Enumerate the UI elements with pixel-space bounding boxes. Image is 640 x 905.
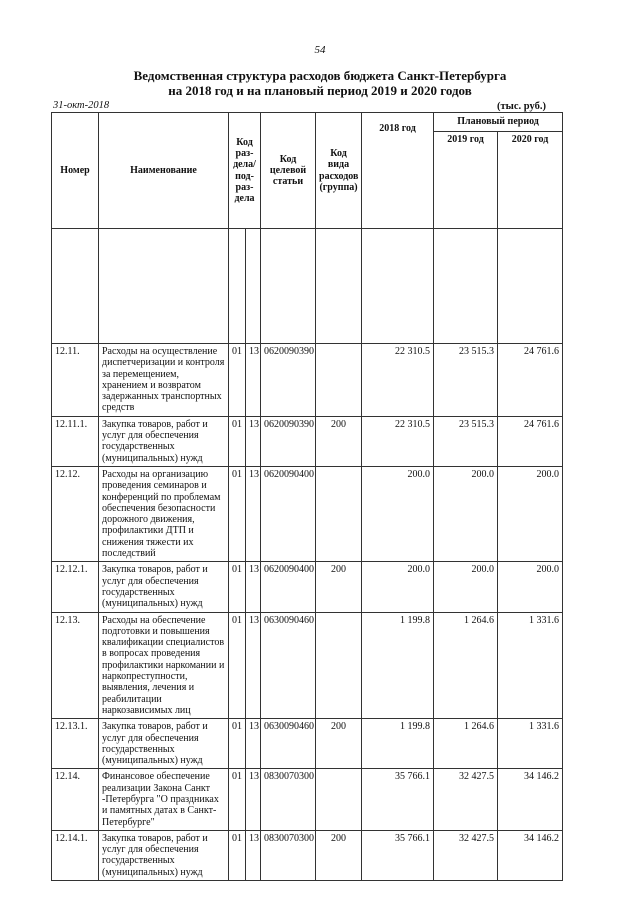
row-2019-value: 32 427.5 <box>434 830 498 880</box>
row-number: 12.11.1. <box>52 416 99 466</box>
row-target-code: 0620090390 <box>261 416 316 466</box>
table-row <box>52 562 563 612</box>
row-expense-type <box>316 466 362 561</box>
row-name: Расходы на обеспечение подготовки и повышения квалификации специалистов в вопросах проведения профилактики наркомании и наркопреступности, выявления, лечения и реабилитации наркозависимых лиц <box>99 612 229 719</box>
row-expense-type: 200 <box>316 562 362 612</box>
row-subsection: 13 <box>246 344 261 417</box>
row-subsection: 13 <box>246 830 261 880</box>
table-row <box>52 769 563 830</box>
row-name: Закупка товаров, работ и услуг для обеспечения государственных (муниципальных) нужд <box>99 830 229 880</box>
row-2020-value: 1 331.6 <box>498 612 563 719</box>
header-number: Номер <box>52 113 99 229</box>
row-2020-value: 34 146.2 <box>498 830 563 880</box>
row-2018-value: 22 310.5 <box>362 344 434 417</box>
header-2018: 2018 год <box>362 113 434 229</box>
row-2019-value: 1 264.6 <box>434 719 498 769</box>
row-subsection: 13 <box>246 416 261 466</box>
row-number: 12.14. <box>52 769 99 830</box>
table-row <box>52 719 563 769</box>
row-2020-value: 24 761.6 <box>498 344 563 417</box>
row-2019-value: 32 427.5 <box>434 769 498 830</box>
table-row <box>52 466 563 561</box>
row-section: 01 <box>229 416 246 466</box>
row-number: 12.12. <box>52 466 99 561</box>
row-section: 01 <box>229 466 246 561</box>
row-subsection: 13 <box>246 719 261 769</box>
row-2018-value: 200.0 <box>362 466 434 561</box>
row-2019-value: 200.0 <box>434 562 498 612</box>
document-date: 31-окт-2018 <box>53 100 110 111</box>
row-section: 01 <box>229 830 246 880</box>
row-target-code: 0620090400 <box>261 466 316 561</box>
row-expense-type <box>316 612 362 719</box>
title-line-1: Ведомственная структура расходов бюджета Санкт-Петербурга <box>133 68 507 83</box>
document-title <box>0 68 640 98</box>
row-2019-value: 23 515.3 <box>434 344 498 417</box>
header-planned: Плановый период <box>434 113 563 132</box>
row-2020-value: 34 146.2 <box>498 769 563 830</box>
row-number: 12.13. <box>52 612 99 719</box>
row-expense-type <box>316 769 362 830</box>
row-2019-value: 1 264.6 <box>434 612 498 719</box>
table-body <box>52 229 563 881</box>
header-expense-type: Код вида расходов (группа) <box>316 113 362 229</box>
units-label: (тыс. руб.) <box>497 101 546 112</box>
row-2018-value: 200.0 <box>362 562 434 612</box>
row-expense-type: 200 <box>316 416 362 466</box>
row-2018-value: 1 199.8 <box>362 719 434 769</box>
row-subsection: 13 <box>246 562 261 612</box>
row-2018-value: 22 310.5 <box>362 416 434 466</box>
row-2018-value: 35 766.1 <box>362 830 434 880</box>
row-2020-value: 1 331.6 <box>498 719 563 769</box>
page-number: 54 <box>314 44 326 56</box>
row-name: Расходы на организацию проведения семинаров и конференций по проблемам обеспечения безопасности дорожного движения, профилактики ДТП и снижения тяжести их последствий <box>99 466 229 561</box>
row-number: 12.14.1. <box>52 830 99 880</box>
row-section: 01 <box>229 562 246 612</box>
row-number: 12.12.1. <box>52 562 99 612</box>
row-2018-value: 1 199.8 <box>362 612 434 719</box>
row-subsection: 13 <box>246 466 261 561</box>
row-number: 12.11. <box>52 344 99 417</box>
row-section: 01 <box>229 612 246 719</box>
header-name: Наименование <box>99 113 229 229</box>
row-2019-value: 200.0 <box>434 466 498 561</box>
budget-table <box>51 112 563 881</box>
row-subsection: 13 <box>246 769 261 830</box>
row-target-code: 0620090400 <box>261 562 316 612</box>
row-2018-value: 35 766.1 <box>362 769 434 830</box>
row-target-code: 0620090390 <box>261 344 316 417</box>
row-target-code: 0630090460 <box>261 612 316 719</box>
row-target-code: 0630090460 <box>261 719 316 769</box>
header-2019: 2019 год <box>434 132 498 229</box>
row-target-code: 0830070300 <box>261 830 316 880</box>
row-2019-value: 23 515.3 <box>434 416 498 466</box>
row-name: Расходы на осуществление диспетчеризации и контроля за перемещением, хранением и возвратом задержанных транспортных средств <box>99 344 229 417</box>
row-name: Закупка товаров, работ и услуг для обеспечения государственных (муниципальных) нужд <box>99 719 229 769</box>
row-number: 12.13.1. <box>52 719 99 769</box>
row-name: Закупка товаров, работ и услуг для обеспечения государственных (муниципальных) нужд <box>99 562 229 612</box>
row-name: Закупка товаров, работ и услуг для обеспечения государственных (муниципальных) нужд <box>99 416 229 466</box>
row-section: 01 <box>229 719 246 769</box>
table-row <box>52 344 563 417</box>
header-2020: 2020 год <box>498 132 563 229</box>
row-name: Финансовое обеспечение реализации Закона Санкт -Петербурга "О праздниках и памятных датах в Санкт-Петербурге" <box>99 769 229 830</box>
table-spacer-row <box>52 229 563 344</box>
row-expense-type <box>316 344 362 417</box>
row-expense-type: 200 <box>316 719 362 769</box>
table-row <box>52 830 563 880</box>
row-2020-value: 200.0 <box>498 466 563 561</box>
row-2020-value: 24 761.6 <box>498 416 563 466</box>
title-line-2: на 2018 год и на плановый период 2019 и 2020 годов <box>168 83 472 98</box>
table-row <box>52 416 563 466</box>
row-section: 01 <box>229 344 246 417</box>
row-expense-type: 200 <box>316 830 362 880</box>
row-2020-value: 200.0 <box>498 562 563 612</box>
header-target: Код целевой статьи <box>261 113 316 229</box>
row-subsection: 13 <box>246 612 261 719</box>
row-section: 01 <box>229 769 246 830</box>
table-header <box>52 113 563 229</box>
header-section: Код раз-дела/ под-раз-дела <box>229 113 261 229</box>
row-target-code: 0830070300 <box>261 769 316 830</box>
table-row <box>52 612 563 719</box>
